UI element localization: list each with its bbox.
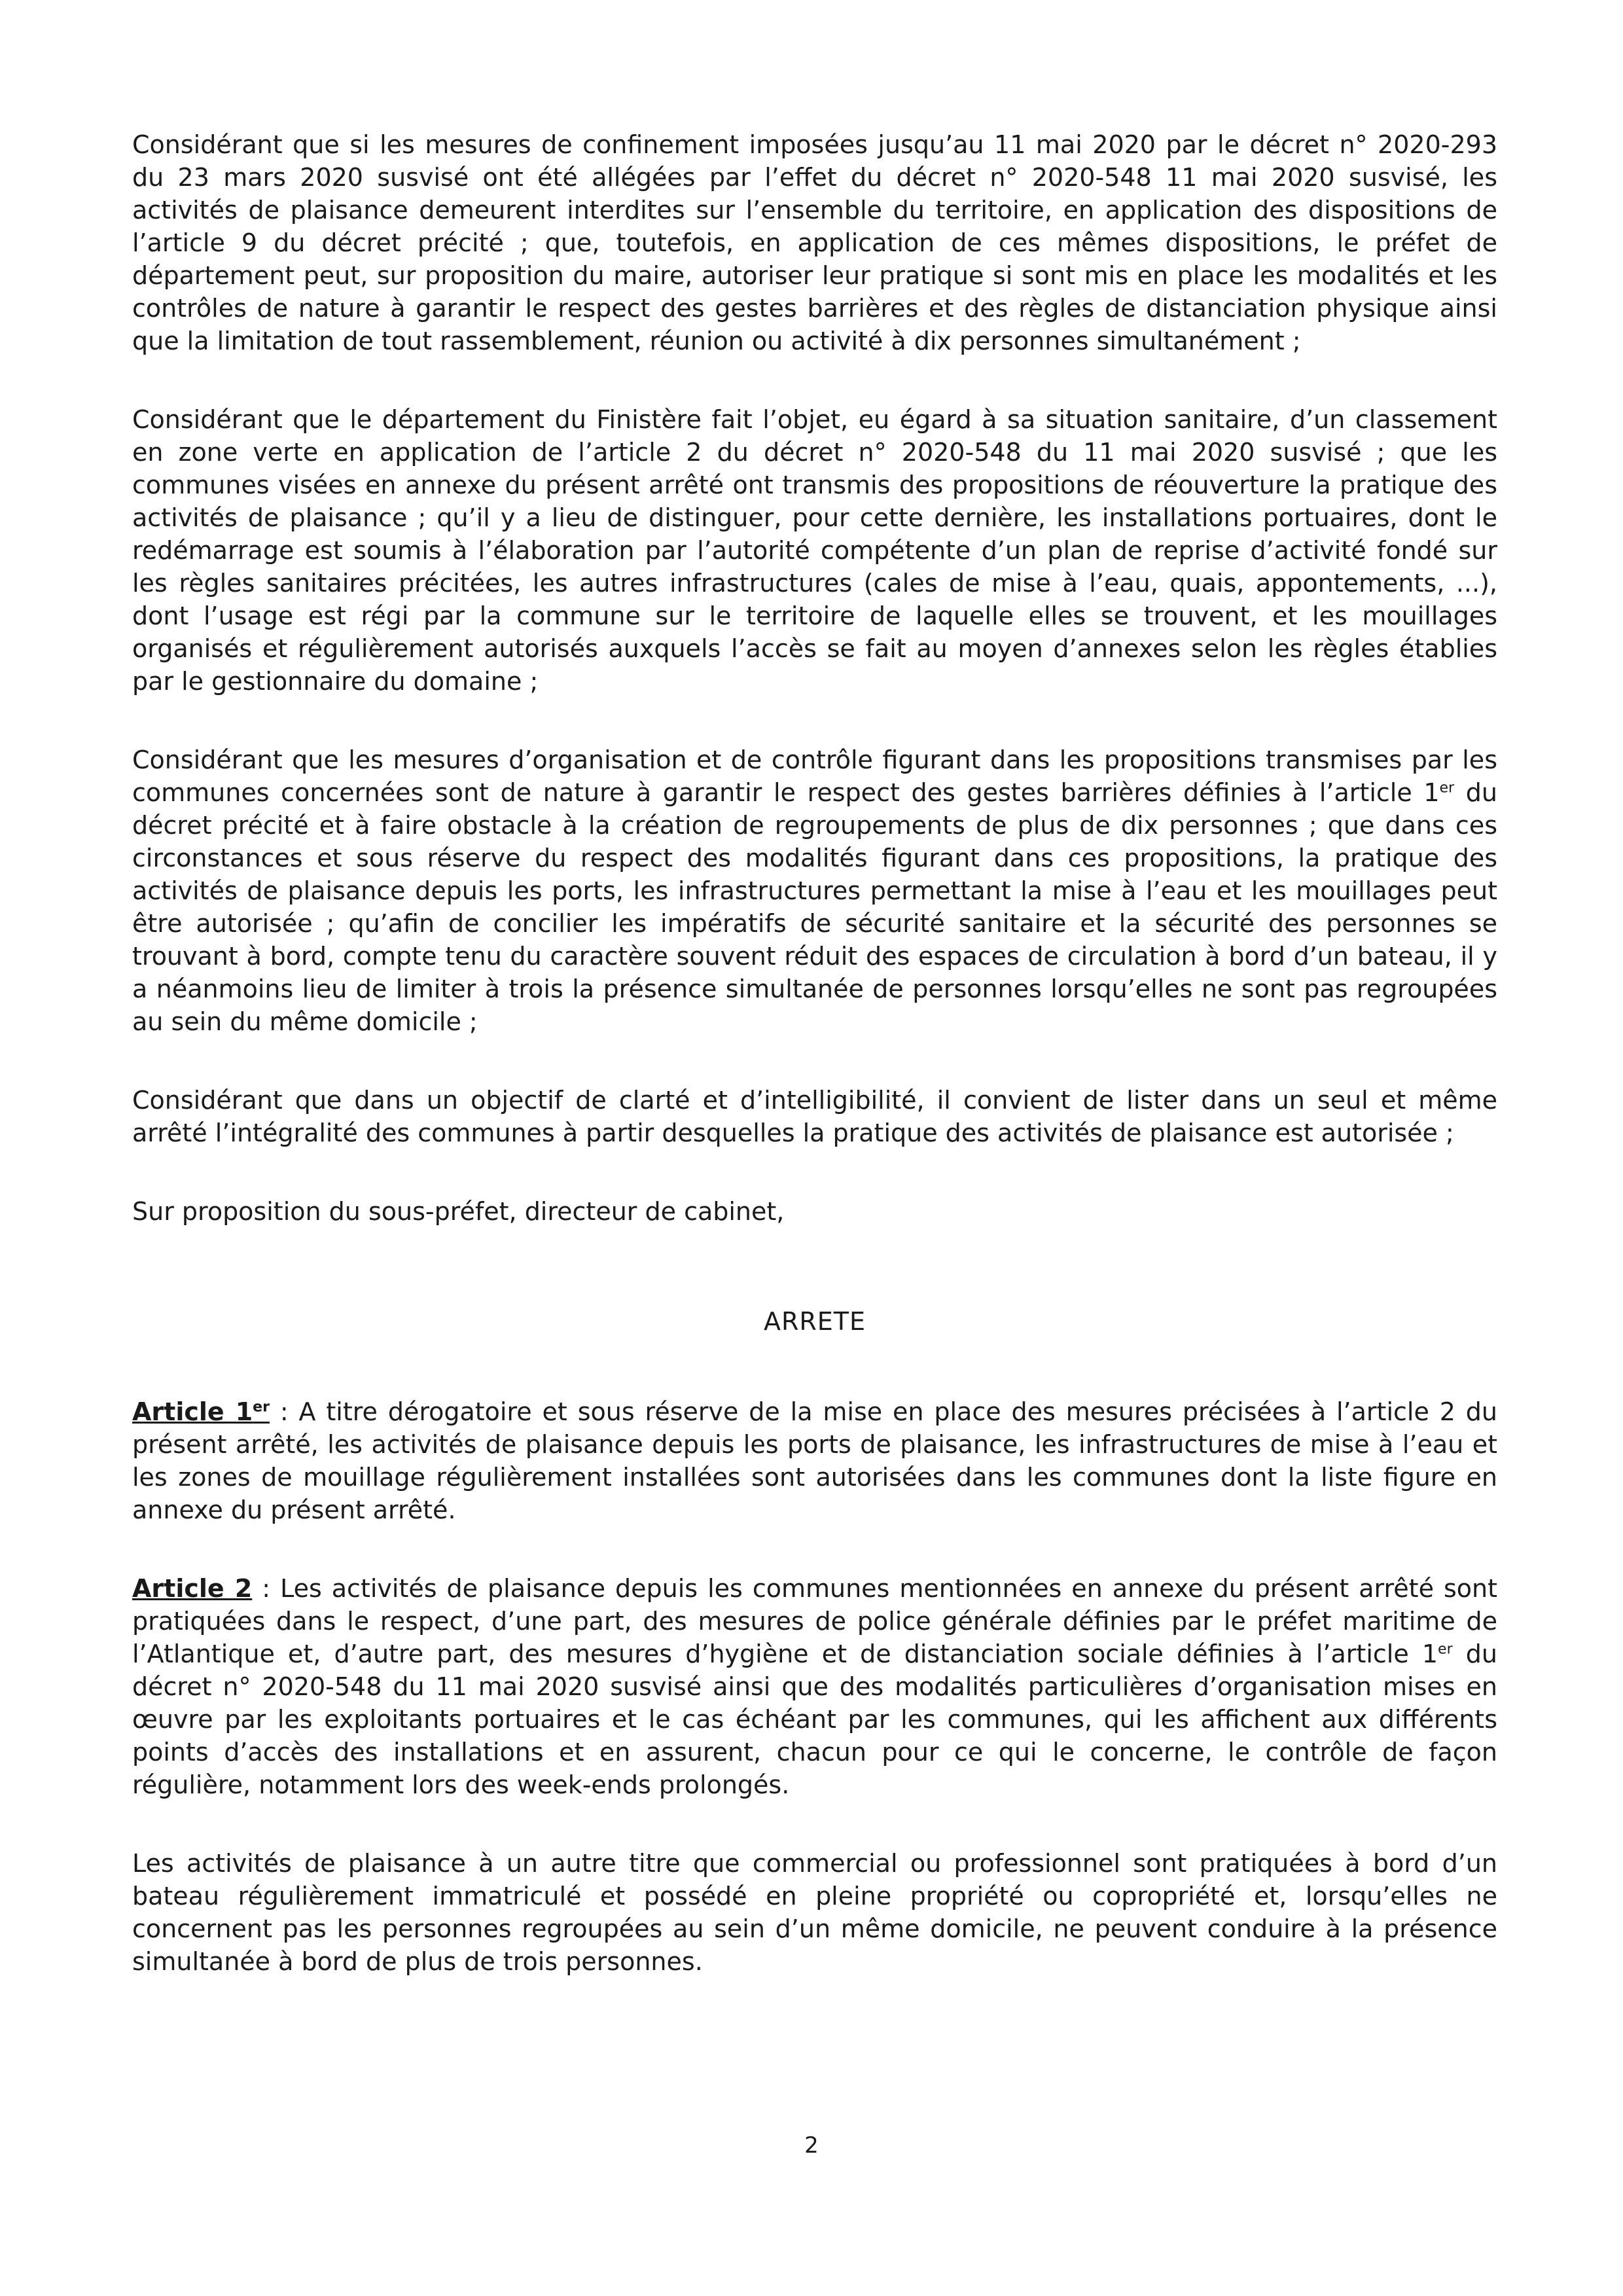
article-2-label: Article 2 [132,1574,253,1603]
spacer [132,1149,1497,1195]
spacer [132,1801,1497,1847]
article-2-text-part-b: du décret n° 2020-548 du 11 mai 2020 susvisé ainsi que des modalités particulières d’organisation mises en œuvre par les exploitants portuaires et le cas échéant par les communes, qui les affichent aux différents points d’accès des installations et en assurent, chacun pour ce qui le concerne, le contrôle de façon régulière, notamment lors des week-ends prolongés. [132,1640,1497,1799]
spacer [132,1038,1497,1084]
article-1-paragraph [132,1395,1497,1526]
superscript-er: er [253,1399,270,1416]
spacer [132,1526,1497,1572]
superscript-er: er [1438,1641,1453,1658]
article-1-text: : A titre dérogatoire et sous réserve de la mise en place des mesures précisées à l’article 2 du présent arrêté, les activités de plaisance depuis les ports de plaisance, les infrastructures de mise à l’eau et les zones de mouillage régulièrement installées sont autorisées dans les communes dont la liste figure en annexe du présent arrêté. [132,1397,1497,1524]
article-2-paragraph [132,1572,1497,1801]
article-2-text-part-a: : Les activités de plaisance depuis les communes mentionnées en annexe du présent arrêté sont pratiquées dans le respect, d’une part, des mesures de police générale définies par le préfet maritime de l’Atlantique et, d’autre part, des mesures d’hygiène et de distanciation sociale définies à l’article 1 [132,1574,1497,1668]
spacer [132,1228,1497,1305]
arrete-heading: ARRETE [763,1307,866,1336]
considerant-paragraph-3-part-b: du décret précité et à faire obstacle à la création de regroupements de plus de dix personnes ; que dans ces circonstances et sous réserve du respect des modalités figurant dans ces propositions, la pratique des activités de plaisance depuis les ports, les infrastructures permettant la mise à l’eau et les mouillages peut être autorisée ; qu’afin de concilier les impératifs de sécurité sanitaire et la sécurité des personnes se trouvant à bord, compte tenu du caractère souvent réduit des espaces de circulation à bord d’un bateau, il y a néanmoins lieu de limiter à trois la présence simultanée de personnes lorsqu’elles ne sont pas regroupées au sein du même domicile ; [132,778,1497,1036]
page-number: 2 [804,2132,819,2159]
considerant-paragraph-4: Considérant que dans un objectif de clarté et d’intelligibilité, il convient de lister dans un seul et même arrêté l’intégralité des communes à partir desquelles la pratique des activités de plaisance est autorisée ; [132,1086,1497,1147]
considerant-paragraph-3 [132,744,1497,1038]
article-1-label-text: Article 1 [132,1397,253,1426]
article-2-paragraph-2: Les activités de plaisance à un autre titre que commercial ou professionnel sont pratiquées à bord d’un bateau régulièrement immatriculé et possédé en pleine propriété ou copropriété et, lorsqu’elles ne concernent pas les personnes regroupées au sein d’un même domicile, ne peuvent conduire à la présence simultanée à bord de plus de trois personnes. [132,1849,1497,1976]
considerant-paragraph-3-part-a: Considérant que les mesures d’organisation et de contrôle figurant dans les propositions transmises par les communes concernées sont de nature à garantir le respect des gestes barrières définies à l’article 1 [132,745,1497,807]
considerant-paragraph-1: Considérant que si les mesures de confinement imposées jusqu’au 11 mai 2020 par le décret n° 2020-293 du 23 mars 2020 susvisé ont été allégées par l’effet du décret n° 2020-548 11 mai 2020 susvisé, les activités de plaisance demeurent interdites sur l’ensemble du territoire, en application des dispositions de l’article 9 du décret précité ; que, toutefois, en application de ces mêmes dispositions, le préfet de département peut, sur proposition du maire, autoriser leur pratique si sont mis en place les modalités et les contrôles de nature à garantir le respect des gestes barrières et des règles de distanciation physique ainsi que la limitation de tout rassemblement, réunion ou activité à dix personnes simultanément ; [132,130,1497,355]
spacer [132,698,1497,744]
considerant-paragraph-2: Considérant que le département du Finistère fait l’objet, eu égard à sa situation sanitaire, d’un classement en zone verte en application de l’article 2 du décret n° 2020-548 du 11 mai 2020 susvisé ; que les communes visées en annexe du présent arrêté ont transmis des propositions de réouverture la pratique des activités de plaisance ; qu’il y a lieu de distinguer, pour cette dernière, les installations portuaires, dont le redémarrage est soumis à l’élaboration par l’autorité compétente d’un plan de reprise d’activité fondé sur les règles sanitaires précitées, les autres infrastructures (cales de mise à l’eau, quais, appontements, ...), dont l’usage est régi par la commune sur le territoire de laquelle elles se trouvent, et les mouillages organisés et régulièrement autorisés auxquels l’accès se fait au moyen d’annexes selon les règles établies par le gestionnaire du domaine ; [132,405,1497,696]
spacer [132,1338,1497,1395]
superscript-er: er [1439,780,1455,797]
proposition-paragraph: Sur proposition du sous-préfet, directeur de cabinet, [132,1197,785,1226]
document-page [132,128,1497,1978]
article-1-label [132,1397,270,1426]
spacer [132,357,1497,403]
